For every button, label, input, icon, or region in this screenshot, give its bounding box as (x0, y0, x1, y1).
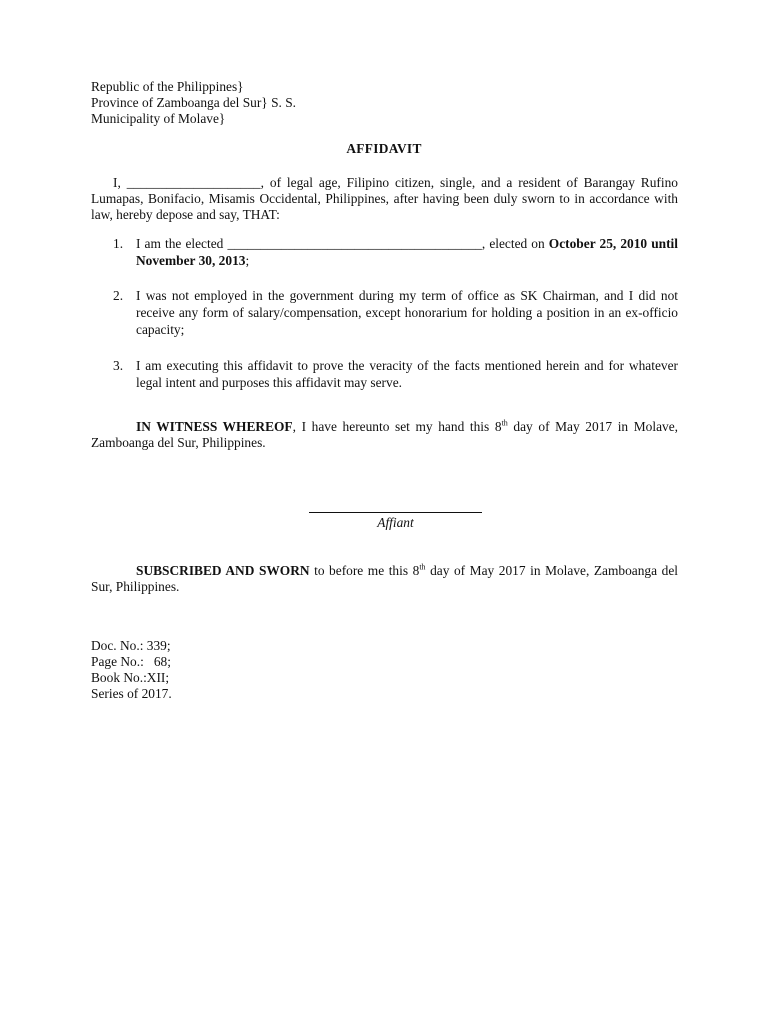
notarial-register (91, 638, 678, 702)
intro-prefix: I, (113, 175, 127, 190)
signature-line (309, 512, 482, 513)
witness-paragraph (91, 419, 678, 451)
jurat-text: day of May 2017 in Molave, Zamboanga del Sur, Philippines. (91, 563, 678, 594)
list-item-number: 1. (113, 236, 124, 251)
affiant-name-blank: ____________________ (126, 175, 261, 190)
jurat-paragraph (91, 563, 678, 595)
venue-header (91, 79, 678, 127)
venue-line-province: Province of Zamboanga del Sur} S. S. (91, 95, 297, 110)
term-dates: October 25, 2010 until November 30, 2013 (136, 236, 678, 268)
ordinal-suffix: th (419, 562, 426, 572)
venue-line-municipality: Municipality of Molave} (91, 111, 226, 126)
book-number: Book No.:XII; (91, 670, 170, 685)
list-item-text: I am the elected (136, 236, 228, 251)
list-item (113, 287, 678, 338)
venue-line-republic: Republic of the Philippines} (91, 79, 244, 94)
intro-paragraph (91, 175, 678, 223)
position-blank: ______________________________________ (227, 236, 482, 251)
document-title: AFFIDAVIT (346, 141, 422, 156)
intro-text: , of legal age, Filipino citizen, single, and a resident of Barangay Rufino Lumapas, Bonifacio, Misamis Occidental, Philippines, after having been duly sworn to in accordance with law, hereby depose and say, THAT: (91, 175, 679, 222)
jurat-heading: SUBSCRIBED AND SWORN (136, 563, 310, 578)
doc-number: Doc. No.: 339; (91, 638, 171, 653)
list-item-text: I am executing this affidavit to prove the veracity of the facts mentioned herein and for whatever legal intent and purposes this affidavit may serve. (136, 358, 678, 390)
list-item-number: 2. (113, 288, 124, 303)
list-item-text: ; (245, 253, 250, 268)
series-year: Series of 2017. (91, 686, 172, 701)
witness-text: day of May 2017 in Molave, Zamboanga del Sur, Philippines. (91, 419, 678, 450)
witness-text: , I have hereunto set my hand this 8 (292, 419, 502, 434)
affiant-label: Affiant (377, 515, 414, 530)
list-item (113, 235, 678, 269)
jurat-text: to before me this 8 (309, 563, 420, 578)
list-item-text: , elected on (481, 236, 549, 251)
page-number: Page No.: 68; (91, 654, 171, 669)
list-item-text: I was not employed in the government during my term of office as SK Chairman, and I did not receive any form of salary/compensation, except honorarium for holding a position in an ex-officio capacity; (136, 288, 678, 337)
list-item-number: 3. (113, 358, 124, 373)
list-item (113, 357, 678, 391)
witness-heading: IN WITNESS WHEREOF (136, 419, 293, 434)
ordinal-suffix: th (501, 418, 508, 428)
